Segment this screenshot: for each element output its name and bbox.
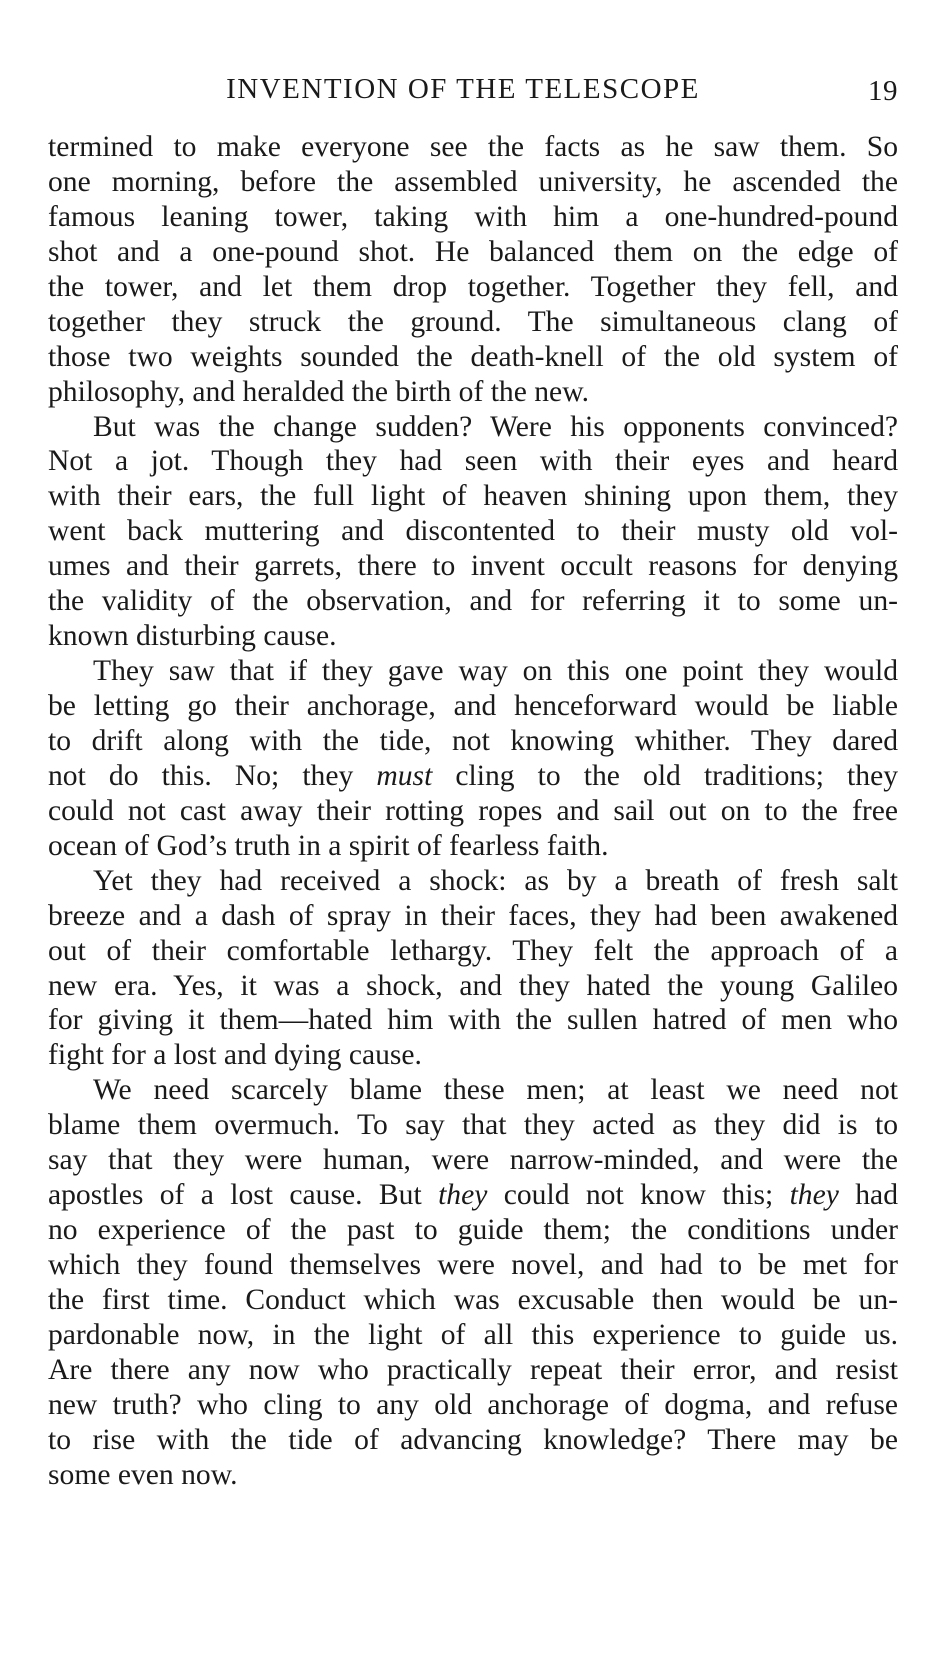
text-line: no experience of the past to guide them; the conditions under	[48, 1214, 898, 1247]
text-line: with their ears, the full light of heaven shining upon them, they	[48, 480, 898, 513]
text-line: those two weights sounded the death-knell of the old system of	[48, 340, 898, 373]
body-text	[48, 130, 898, 1493]
text-run: had	[838, 1179, 898, 1212]
text-line: went back muttering and discontented to their musty old vol-	[48, 515, 898, 548]
text-line: which they found themselves were novel, and had to be met for	[48, 1249, 898, 1281]
running-title: INVENTION OF THE TELESCOPE	[226, 73, 700, 105]
text-line: famous leaning tower, taking with him a one-hundred-pound	[48, 200, 898, 233]
text-line: for giving it them—hated him with the sullen hatred of men who	[48, 1004, 898, 1037]
paragraph	[48, 864, 898, 1074]
text-run: not do this. No; they	[48, 759, 377, 792]
italic-emphasis: they	[789, 1179, 839, 1212]
text-line: together they struck the ground. The simultaneous clang of	[48, 305, 898, 338]
text-line: some even now.	[48, 1458, 238, 1491]
text-line: new era. Yes, it was a shock, and they hated the young Galileo	[48, 969, 898, 1002]
book-page	[48, 60, 899, 1491]
text-line: be letting go their anchorage, and henceforward would be liable	[48, 690, 898, 722]
text-line: one morning, before the assembled university, he ascended the	[48, 165, 898, 198]
text-line	[48, 759, 898, 794]
text-line: blame them overmuch. To say that they acted as they did is to	[48, 1109, 898, 1142]
italic-emphasis: they	[438, 1179, 488, 1212]
text-line: pardonable now, in the light of all this experience to guide us.	[48, 1318, 898, 1351]
text-run: cling to the old traditions; they	[432, 759, 899, 792]
text-line: to drift along with the tide, not knowing whither. They dared	[48, 724, 898, 757]
paragraph	[48, 1073, 898, 1492]
text-line: new truth? who cling to any old anchorage of dogma, and refuse	[48, 1388, 898, 1421]
text-line: ocean of God’s truth in a spirit of fearless faith.	[48, 829, 609, 862]
paragraph	[48, 654, 898, 864]
italic-emphasis: must	[376, 759, 433, 792]
text-line: termined to make everyone see the facts as he saw them. So	[48, 131, 898, 163]
text-line: out of their comfortable lethargy. They felt the approach of a	[48, 934, 898, 967]
text-line: Yet they had received a shock: as by a breath of fresh salt	[93, 864, 898, 897]
running-header	[48, 60, 898, 120]
text-line: They saw that if they gave way on this one point they would	[93, 655, 898, 688]
text-line: Are there any now who practically repeat their error, and resist	[48, 1353, 898, 1386]
text-line: the validity of the observation, and for referring it to some un-	[48, 585, 898, 618]
text-line: fight for a lost and dying cause.	[48, 1039, 422, 1072]
text-line: But was the change sudden? Were his opponents convinced?	[93, 410, 898, 443]
text-run: apostles of a lost cause. But	[48, 1179, 439, 1212]
paragraph	[48, 130, 898, 410]
text-line: the tower, and let them drop together. Together they fell, and	[48, 270, 898, 303]
text-line: Not a jot. Though they had seen with their eyes and heard	[48, 445, 898, 478]
text-line: breeze and a dash of spray in their faces, they had been awakened	[48, 899, 898, 932]
paragraph	[48, 410, 898, 655]
page-number: 19	[868, 75, 898, 107]
text-line: the first time. Conduct which was excusable then would be un-	[48, 1283, 898, 1316]
text-line: shot and a one-pound shot. He balanced them on the edge of	[48, 235, 898, 268]
text-line: to rise with the tide of advancing knowledge? There may be	[48, 1423, 898, 1456]
text-line	[48, 1178, 898, 1213]
text-line: known disturbing cause.	[48, 620, 337, 653]
text-line: We need scarcely blame these men; at least we need not	[93, 1074, 898, 1107]
text-line: could not cast away their rotting ropes and sail out on to the free	[48, 794, 898, 827]
text-line: say that they were human, were narrow-minded, and were the	[48, 1144, 898, 1177]
text-line: umes and their garrets, there to invent occult reasons for denying	[48, 550, 898, 583]
text-run: could not know this;	[487, 1179, 790, 1212]
text-line: philosophy, and heralded the birth of the new.	[48, 375, 590, 408]
